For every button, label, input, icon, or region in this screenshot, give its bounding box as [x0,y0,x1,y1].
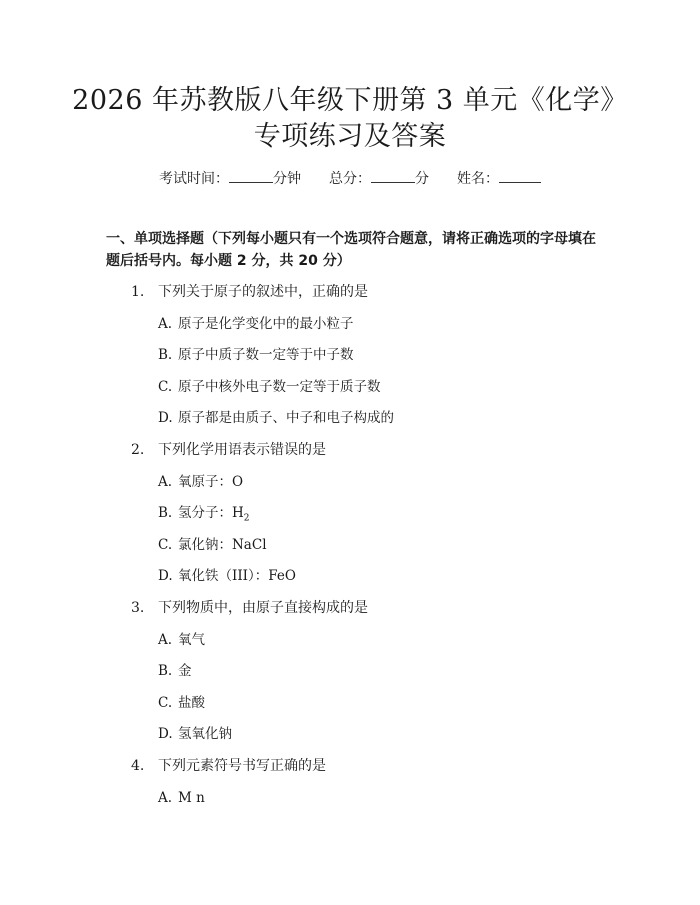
question-number: 3. [131,600,145,616]
question-number: 1. [131,284,145,300]
option-text: 氢分子：H [178,505,244,521]
subscript: 2 [243,513,250,524]
option-1a [158,314,354,334]
option-letter: C. [158,695,173,711]
option-letter: C. [158,379,173,395]
option-text: 盐酸 [178,695,205,711]
question-number: 2. [131,442,145,458]
option-letter: D. [158,726,173,742]
option-2b [158,503,250,529]
score-blank [371,168,415,183]
option-3b [158,661,192,681]
option-letter: A. [158,474,173,490]
option-text: 氧原子：O [178,474,244,490]
option-text: 氧气 [178,632,205,648]
option-letter: B. [158,505,173,521]
option-3a [158,630,205,650]
option-letter: D. [158,568,173,584]
time-label: 考试时间： [159,171,229,187]
question-text: 下列物质中，由原子直接构成的是 [158,600,368,616]
option-text: 氯化钠：NaCl [178,537,267,553]
option-text: 金 [178,663,192,679]
exam-meta-line [0,168,700,189]
option-1d [158,408,394,428]
score-label: 总分： [329,171,371,187]
time-unit: 分钟 [273,171,301,187]
time-blank [229,168,273,183]
question-4 [131,756,326,776]
title-line-1: 2026 年苏教版八年级下册第 3 单元《化学》 [72,85,628,116]
option-text: 原子是化学变化中的最小粒子 [178,316,354,332]
question-text: 下列元素符号书写正确的是 [158,758,326,774]
option-letter: B. [158,663,173,679]
question-3 [131,598,368,618]
option-2c [158,535,267,555]
option-letter: A. [158,632,173,648]
option-text: 氧化铁（III）：FeO [178,568,296,584]
option-text: 原子中核外电子数一定等于质子数 [178,379,381,395]
option-2d [158,566,296,586]
option-2a [158,472,243,492]
question-2 [131,440,326,460]
option-4a [158,788,205,808]
question-text: 下列关于原子的叙述中，正确的是 [158,284,368,300]
option-1c [158,377,381,397]
option-text: 原子都是由质子、中子和电子构成的 [178,410,394,426]
option-letter: A. [158,790,173,806]
option-text: 氢氧化钠 [178,726,232,742]
name-blank [499,168,541,183]
option-3d [158,724,232,744]
option-letter: D. [158,410,173,426]
question-text: 下列化学用语表示错误的是 [158,442,326,458]
question-1 [131,282,368,302]
option-letter: C. [158,537,173,553]
name-label: 姓名： [457,171,499,187]
option-text: 原子中质子数一定等于中子数 [178,347,354,363]
score-unit: 分 [415,171,429,187]
title-line-2: 专项练习及答案 [253,121,447,152]
option-3c [158,693,205,713]
question-number: 4. [131,758,145,774]
option-1b [158,345,354,365]
section-heading: 一、单项选择题（下列每小题只有一个选项符合题意，请将正确选项的字母填在题后括号内。每小题 2 分，共 20 分） [106,231,596,269]
option-letter: A. [158,316,173,332]
option-letter: B. [158,347,173,363]
option-text: M n [178,790,205,806]
